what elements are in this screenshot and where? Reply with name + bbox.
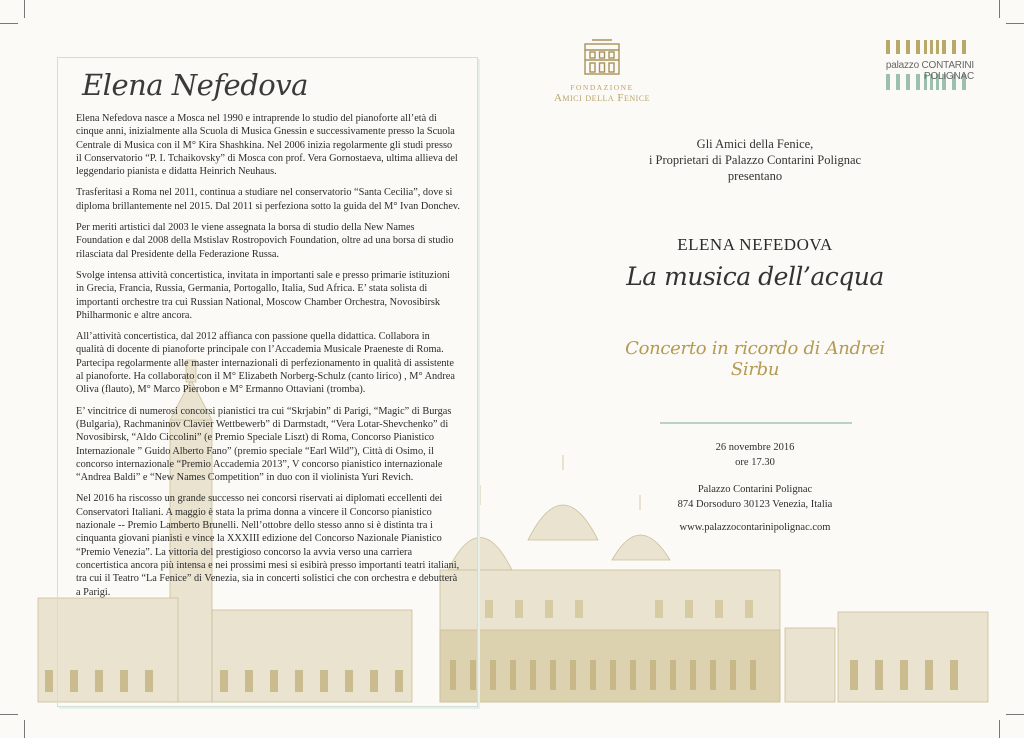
bio-text <box>76 112 460 607</box>
bio-title: Elena Nefedova <box>82 68 308 102</box>
bio-paragraph: All’attività concertistica, dal 2012 affianca con passione quella didattica. Collabora in qualità di docente di pianoforte principale con l’Accademia Musicale Praeneste di Roma. Partecipa regolarmente alle master internazionali di perfezionamento in qualità di assistente al pianoforte. Ha collaborato con il M° Elizabeth Norberg-Schulz (canto lirico) , M° Andrea Oliva (flauto), M° Marco Pierobon e M° Ermanno Ottaviani (tromba). <box>76 331 455 396</box>
presenters-line: Gli Amici della Fenice, <box>696 137 814 151</box>
presenters-line: presentano <box>727 169 783 183</box>
divider <box>660 422 852 424</box>
bio-paragraph: E’ vincitrice di numerosi concorsi pianistici tra cui “Skrjabin” di Parigi, “Magic” di Burgas (Bulgaria), Rachmaninov Clavier Wettbewerb” di Darmstadt, “Vera Lotar-Shevchenko” di Novosibirsk, “Aldo Ciccolini” (e Premio Speciale Liszt) di Roma, Concorso Pianistico Internazionale ” Guido Alberto Fano” (premio speciale “Earl Wild”), Città di Osimo, il concorso internazionale “Premio Accademia 2013”, V concorso pianistico internazionale “Andrea Baldi” e “New Names Competition” in duo con il violinista Yuri Revich. <box>76 405 452 484</box>
bio-paragraph: Elena Nefedova nasce a Mosca nel 1990 e intraprende lo studio del pianoforte all’età di cinque anni, inizialmente alla Scuola di Musica Gnessin e successivamente presso la Scuola Centrale di Musica con il M° Kira Shashkina. Nel 2006 inizia regolarmente gli studi presso il Conservatorio “P. I. Tchaikovsky” di Mosca con prof. Vera Gornostaeva, ultima allieva del leggendario pianista e didatta Heinrich Neuhaus. <box>76 113 458 178</box>
event-date-block <box>620 440 890 470</box>
amici-logo-subtitle: FONDAZIONE <box>570 83 634 92</box>
amici-della-fenice-logo <box>540 38 664 104</box>
bio-paragraph: Per meriti artistici dal 2003 le viene assegnata la borsa di studio della New Names Foundation e dal 2008 della Mstislav Rostropovich Foundation, oltre ad una borsa di studio rilasciata dal Presidente della Federazione Russa. <box>76 222 454 260</box>
venue-address: 874 Dorsoduro 30123 Venezia, Italia <box>677 499 833 510</box>
event-date: 26 novembre 2016 <box>715 442 795 453</box>
palazzo-contarini-polignac-logo <box>848 40 978 99</box>
bio-paragraph: Nel 2016 ha riscosso un grande successo nei concorsi riservati ai diplomati eccellenti dei Conservatori Italiani. A maggio è stata la prima donna a vincere il Concorso pianistico nazionale -- Premio Lamberto Brunelli. Nell’ottobre dello stesso anno si è distinta tra i cinquanta giovani pianisti e vince la XXXIII edizione del Concorso Nazionale Pianistico “Premio Venezia”. La vittoria del prestigioso concorso la avvia verso una carriera concertistica ancora più intensa e nei prossimi mesi si esibirà presso importanti teatri italiani, tra cui il Teatro “La Fenice” di Venezia, sia in concerti solistici che con orchestra e debutterà a Parigi. <box>76 493 460 598</box>
venue-block <box>620 482 890 512</box>
memorial-subtitle: Concerto in ricordo di Andrei Sirbu <box>625 338 885 380</box>
concert-title: La musica dell’acqua <box>626 262 884 291</box>
bio-paragraph: Svolge intensa attività concertistica, invitata in importanti sale e presso primarie istituzioni in Grecia, Francia, Russia, Germania, Portogallo, Italia, Sud Africa. E’ stata solista di importanti orchestre tra cui Russian National, Moscow Chamber Orchestra, Novosibirsk Philharmonic e altre ancora. <box>76 269 451 321</box>
presenters <box>620 136 890 184</box>
theatre-facade-icon <box>582 38 622 76</box>
artist-name: ELENA NEFEDOVA <box>677 235 833 254</box>
presenters-line: i Proprietari di Palazzo Contarini Polignac <box>648 153 862 167</box>
event-time: ore 17.30 <box>735 457 775 468</box>
venue-name: Palazzo Contarini Polignac <box>697 484 813 495</box>
palazzo-logo-text: palazzo CONTARINI POLIGNAC <box>885 60 974 82</box>
website-link[interactable]: www.palazzocontarinipolignac.com <box>679 522 831 533</box>
amici-logo-title: Amici della Fenice <box>553 92 651 104</box>
bio-paragraph: Trasferitasi a Roma nel 2011, continua a studiare nel conservatorio “Santa Cecilia”, dove si diploma brillantemente nel 2015. Dal 2011 si perfeziona sotto la guida del M° Ivan Donchev. <box>76 187 460 212</box>
